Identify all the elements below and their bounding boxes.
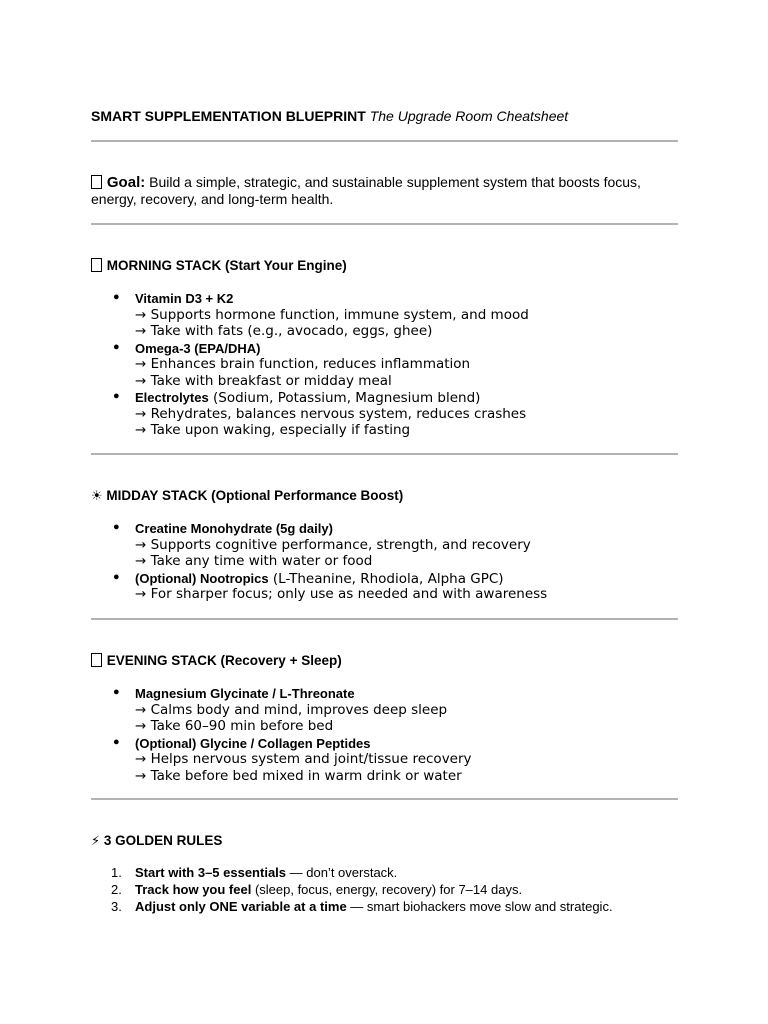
- bullet-icon: ●: [113, 686, 120, 698]
- morning-heading: [91, 258, 347, 273]
- divider: [91, 453, 678, 455]
- supplement-name: Vitamin D3 + K2: [135, 291, 234, 306]
- rule-number: 2.: [111, 882, 122, 897]
- supplement-name: (Optional) Glycine / Collagen Peptides: [135, 735, 371, 751]
- bullet-icon: ●: [113, 570, 120, 583]
- rule-number: 1.: [111, 865, 122, 880]
- supplement-note: → Helps nervous system and joint/tissue recovery: [135, 751, 472, 767]
- supplement-note: → For sharper focus; only use as needed and with awareness: [135, 586, 548, 602]
- midday-heading: [91, 488, 403, 504]
- bullet-icon: ●: [113, 390, 120, 402]
- rule-text: — don’t overstack.: [286, 865, 398, 880]
- supplement-note: → Take with breakfast or midday meal: [135, 372, 392, 389]
- supplement-item: [135, 389, 480, 407]
- evening-heading-text: EVENING STACK (Recovery + Sleep): [106, 653, 342, 668]
- midday-heading-text: MIDDAY STACK (Optional Performance Boost): [106, 488, 404, 503]
- rules-heading: [91, 833, 222, 849]
- supplement-name: Omega-3 (EPA/DHA): [135, 340, 261, 356]
- divider: [91, 798, 678, 800]
- supplement-note: → Supports cognitive performance, strength, and recovery: [135, 536, 531, 553]
- bullet-icon: ●: [113, 291, 120, 303]
- rule-text: (sleep, focus, energy, recovery) for 7–14 days.: [251, 882, 523, 897]
- supplement-note: → Take with fats (e.g., avocado, eggs, ghee): [135, 323, 433, 339]
- supplement-item: [135, 685, 355, 703]
- rule-item: [135, 865, 397, 880]
- supplement-name: (Optional) Nootropics: [135, 570, 269, 586]
- supplement-item: [135, 735, 370, 753]
- goal-label: Goal:: [106, 174, 146, 191]
- document-title: [91, 108, 568, 124]
- bullet-icon: ●: [113, 735, 120, 748]
- goal-text: Build a simple, strategic, and sustainable supplement system that boosts focus, energy, recovery, and long-term health.: [91, 174, 641, 207]
- supplement-note: → Take upon waking, especially if fasting: [135, 422, 411, 438]
- supplement-note: → Supports hormone function, immune system, and mood: [135, 306, 529, 323]
- supplement-item: [135, 340, 260, 358]
- supplement-note: → Rehydrates, balances nervous system, reduces crashes: [135, 405, 527, 422]
- rule-number: 3.: [111, 899, 122, 914]
- rule-item: [135, 882, 522, 897]
- divider: [91, 618, 678, 620]
- rule-item: [135, 899, 613, 914]
- supplement-detail: (Sodium, Potassium, Magnesium blend): [208, 390, 481, 406]
- supplement-note: → Take before bed mixed in warm drink or water: [135, 767, 462, 784]
- supplement-note: → Enhances brain function, reduces inflammation: [135, 356, 471, 372]
- lightning-icon: ⚡: [91, 834, 101, 849]
- bullet-icon: ●: [113, 340, 120, 353]
- supplement-item: [135, 290, 233, 308]
- supplement-note: → Take 60–90 min before bed: [135, 718, 334, 734]
- rule-text: — smart biohackers move slow and strategic.: [346, 899, 613, 914]
- supplement-item: [135, 520, 333, 538]
- divider: [91, 140, 678, 142]
- supplement-name: Electrolytes: [135, 390, 209, 405]
- title-subtitle: The Upgrade Room Cheatsheet: [369, 108, 569, 124]
- supplement-name: Magnesium Glycinate / L-Threonate: [135, 686, 355, 701]
- morning-icon: [91, 258, 102, 272]
- rule-emphasis: Start with 3–5 essentials: [135, 865, 287, 880]
- supplement-note: → Take any time with water or food: [135, 553, 373, 569]
- evening-icon: [91, 653, 102, 667]
- rule-emphasis: Track how you feel: [135, 882, 252, 897]
- morning-heading-text: MORNING STACK (Start Your Engine): [106, 258, 347, 273]
- rule-emphasis: Adjust only ONE variable at a time: [135, 899, 347, 914]
- supplement-item: [135, 570, 504, 588]
- sun-icon: ☀: [91, 489, 103, 504]
- supplement-note: → Calms body and mind, improves deep sleep: [135, 701, 448, 718]
- evening-heading: [91, 653, 342, 668]
- goal-icon: [91, 175, 102, 189]
- supplement-name: Creatine Monohydrate (5g daily): [135, 521, 333, 536]
- bullet-icon: ●: [113, 521, 120, 533]
- supplement-detail: (L-Theanine, Rhodiola, Alpha GPC): [268, 570, 504, 587]
- goal-section: [91, 174, 671, 208]
- title-main: SMART SUPPLEMENTATION BLUEPRINT: [91, 108, 366, 124]
- rules-heading-text: 3 GOLDEN RULES: [103, 833, 223, 848]
- divider: [91, 223, 678, 225]
